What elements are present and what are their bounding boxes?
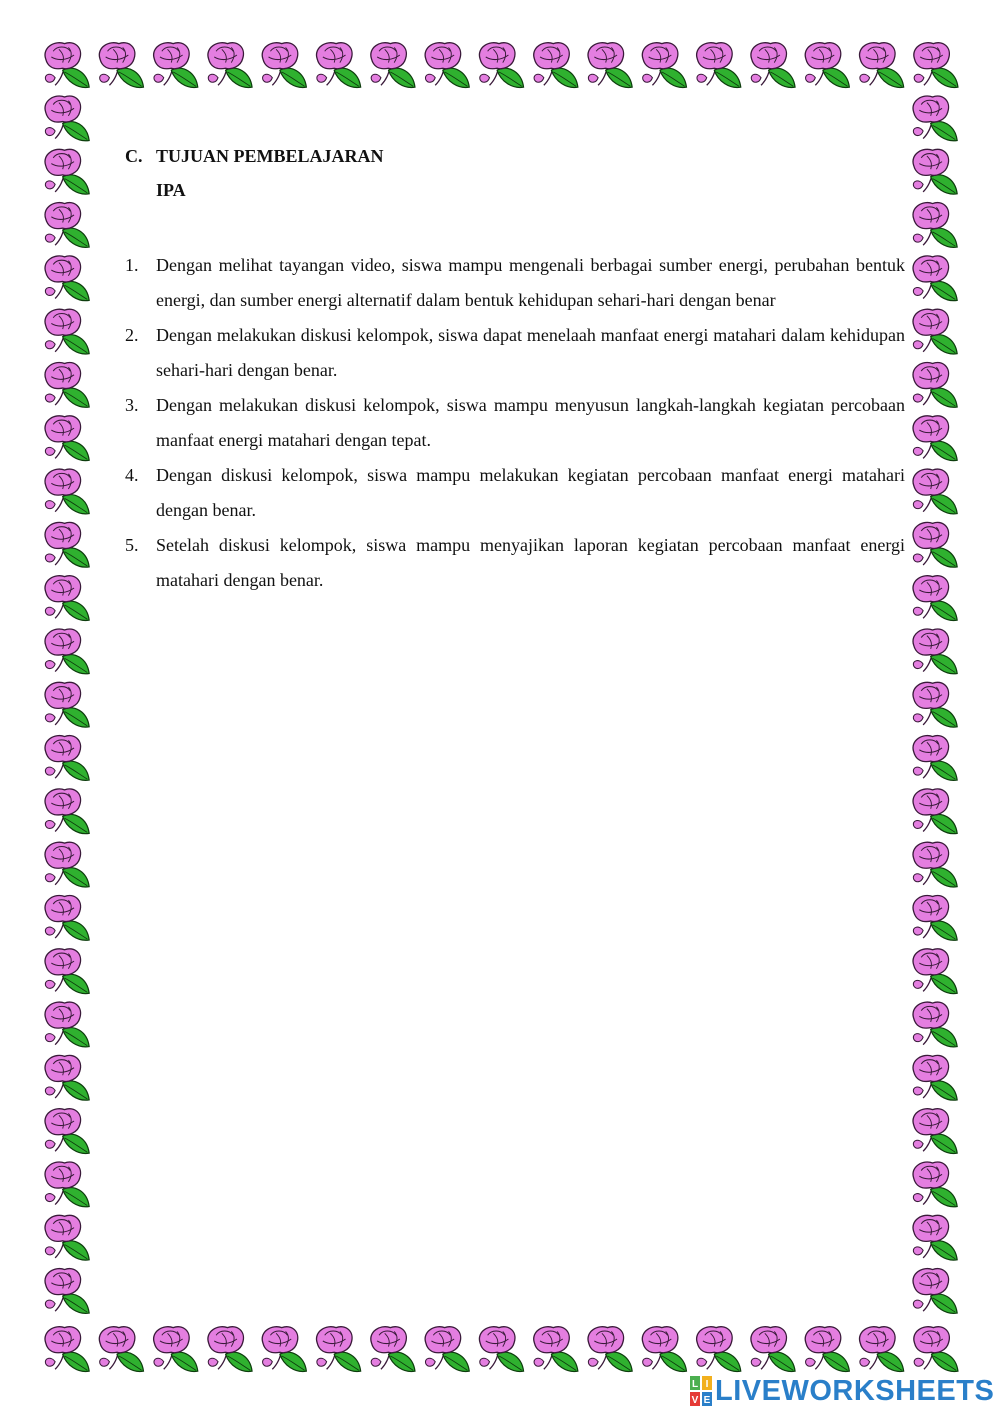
rose-icon: [805, 43, 849, 88]
rose-icon: [534, 43, 578, 88]
rose-icon: [99, 43, 143, 88]
objective-number: 4.: [125, 465, 139, 485]
rose-icon: [371, 1327, 415, 1372]
objectives-list: [125, 248, 905, 598]
rose-icon: [99, 1327, 143, 1372]
rose-icon: [45, 203, 89, 248]
rose-icon: [588, 43, 632, 88]
rose-icon: [45, 149, 89, 194]
rose-icon: [45, 1162, 89, 1207]
rose-icon: [45, 1327, 89, 1372]
rose-icon: [45, 1215, 89, 1260]
rose-icon: [913, 682, 957, 727]
objective-number: 1.: [125, 255, 139, 275]
rose-icon: [208, 43, 252, 88]
rose-icon: [45, 1055, 89, 1100]
svg-text:L: L: [691, 1379, 699, 1390]
rose-icon: [479, 43, 523, 88]
objective-number: 5.: [125, 535, 139, 555]
rose-icon: [697, 43, 741, 88]
rose-icon: [45, 682, 89, 727]
rose-icon: [45, 362, 89, 407]
svg-text:V: V: [691, 1395, 699, 1406]
objective-text: Setelah diskusi kelompok, siswa mampu menyajikan laporan kegiatan percobaan manfaat energi matahari dengan benar.: [156, 535, 905, 590]
rose-icon: [913, 522, 957, 567]
rose-icon: [534, 1327, 578, 1372]
rose-icon: [751, 43, 795, 88]
objective-text: Dengan melakukan diskusi kelompok, siswa mampu menyusun langkah-langkah kegiatan percobaan manfaat energi matahari dengan tepat.: [156, 395, 905, 450]
liveworksheets-logo-icon: [690, 1376, 712, 1406]
objective-item: [125, 388, 905, 458]
objective-text: Dengan melihat tayangan video, siswa mampu mengenali berbagai sumber energi, perubahan bentuk energi, dan sumber energi alternatif dalam bentuk kehidupan sehari-hari dengan benar: [156, 255, 905, 310]
objective-item: [125, 528, 905, 598]
rose-icon: [45, 629, 89, 674]
rose-icon: [913, 416, 957, 461]
section-title: TUJUAN PEMBELAJARAN: [156, 146, 384, 166]
rose-icon: [913, 469, 957, 514]
rose-icon: [913, 362, 957, 407]
rose-icon: [913, 96, 957, 141]
rose-icon: [913, 1109, 957, 1154]
rose-icon: [45, 1269, 89, 1314]
rose-icon: [913, 895, 957, 940]
objective-number: 2.: [125, 325, 139, 345]
section-subtitle: IPA: [156, 180, 186, 200]
rose-icon: [913, 1215, 957, 1260]
rose-icon: [860, 43, 904, 88]
rose-icon: [913, 309, 957, 354]
rose-icon: [425, 43, 469, 88]
rose-icon: [588, 1327, 632, 1372]
rose-icon: [479, 1327, 523, 1372]
rose-icon: [45, 895, 89, 940]
rose-icon: [45, 416, 89, 461]
objective-item: [125, 248, 905, 318]
rose-icon: [317, 43, 361, 88]
rose-icon: [913, 629, 957, 674]
rose-icon: [913, 736, 957, 781]
rose-icon: [913, 1162, 957, 1207]
rose-icon: [860, 1327, 904, 1372]
rose-icon: [45, 469, 89, 514]
section-letter: C.: [125, 146, 143, 166]
rose-icon: [45, 576, 89, 621]
rose-icon: [913, 203, 957, 248]
rose-icon: [45, 842, 89, 887]
objective-number: 3.: [125, 395, 139, 415]
rose-icon: [914, 1327, 958, 1372]
rose-icon: [45, 96, 89, 141]
rose-icon: [914, 43, 958, 88]
rose-icon: [45, 522, 89, 567]
rose-icon: [425, 1327, 469, 1372]
rose-icon: [45, 1109, 89, 1154]
rose-icon: [45, 789, 89, 834]
rose-icon: [913, 256, 957, 301]
rose-icon: [371, 43, 415, 88]
rose-icon: [913, 789, 957, 834]
rose-icon: [913, 949, 957, 994]
objective-item: [125, 318, 905, 388]
rose-icon: [913, 1055, 957, 1100]
rose-icon: [751, 1327, 795, 1372]
rose-icon: [913, 149, 957, 194]
rose-icon: [45, 43, 89, 88]
rose-icon: [154, 1327, 198, 1372]
rose-icon: [154, 43, 198, 88]
rose-icon: [805, 1327, 849, 1372]
liveworksheets-text: LIVEWORKSHEETS: [715, 1374, 995, 1407]
rose-icon: [262, 1327, 306, 1372]
rose-icon: [913, 1002, 957, 1047]
objective-item: [125, 458, 905, 528]
rose-icon: [317, 1327, 361, 1372]
rose-icon: [642, 1327, 686, 1372]
rose-icon: [262, 43, 306, 88]
objective-text: Dengan melakukan diskusi kelompok, siswa dapat menelaah manfaat energi matahari dalam kehidupan sehari-hari dengan benar.: [156, 325, 905, 380]
rose-icon: [45, 736, 89, 781]
svg-text:I: I: [705, 1379, 709, 1390]
rose-icon: [913, 842, 957, 887]
liveworksheets-watermark: [690, 1374, 994, 1408]
rose-icon: [642, 43, 686, 88]
rose-icon: [45, 949, 89, 994]
rose-icon: [45, 309, 89, 354]
rose-icon: [45, 1002, 89, 1047]
rose-icon: [913, 1269, 957, 1314]
rose-icon: [45, 256, 89, 301]
rose-icon: [913, 576, 957, 621]
rose-icon: [208, 1327, 252, 1372]
objective-text: Dengan diskusi kelompok, siswa mampu melakukan kegiatan percobaan manfaat energi matahari dengan benar.: [156, 465, 905, 520]
rose-icon: [697, 1327, 741, 1372]
svg-text:E: E: [703, 1395, 711, 1406]
